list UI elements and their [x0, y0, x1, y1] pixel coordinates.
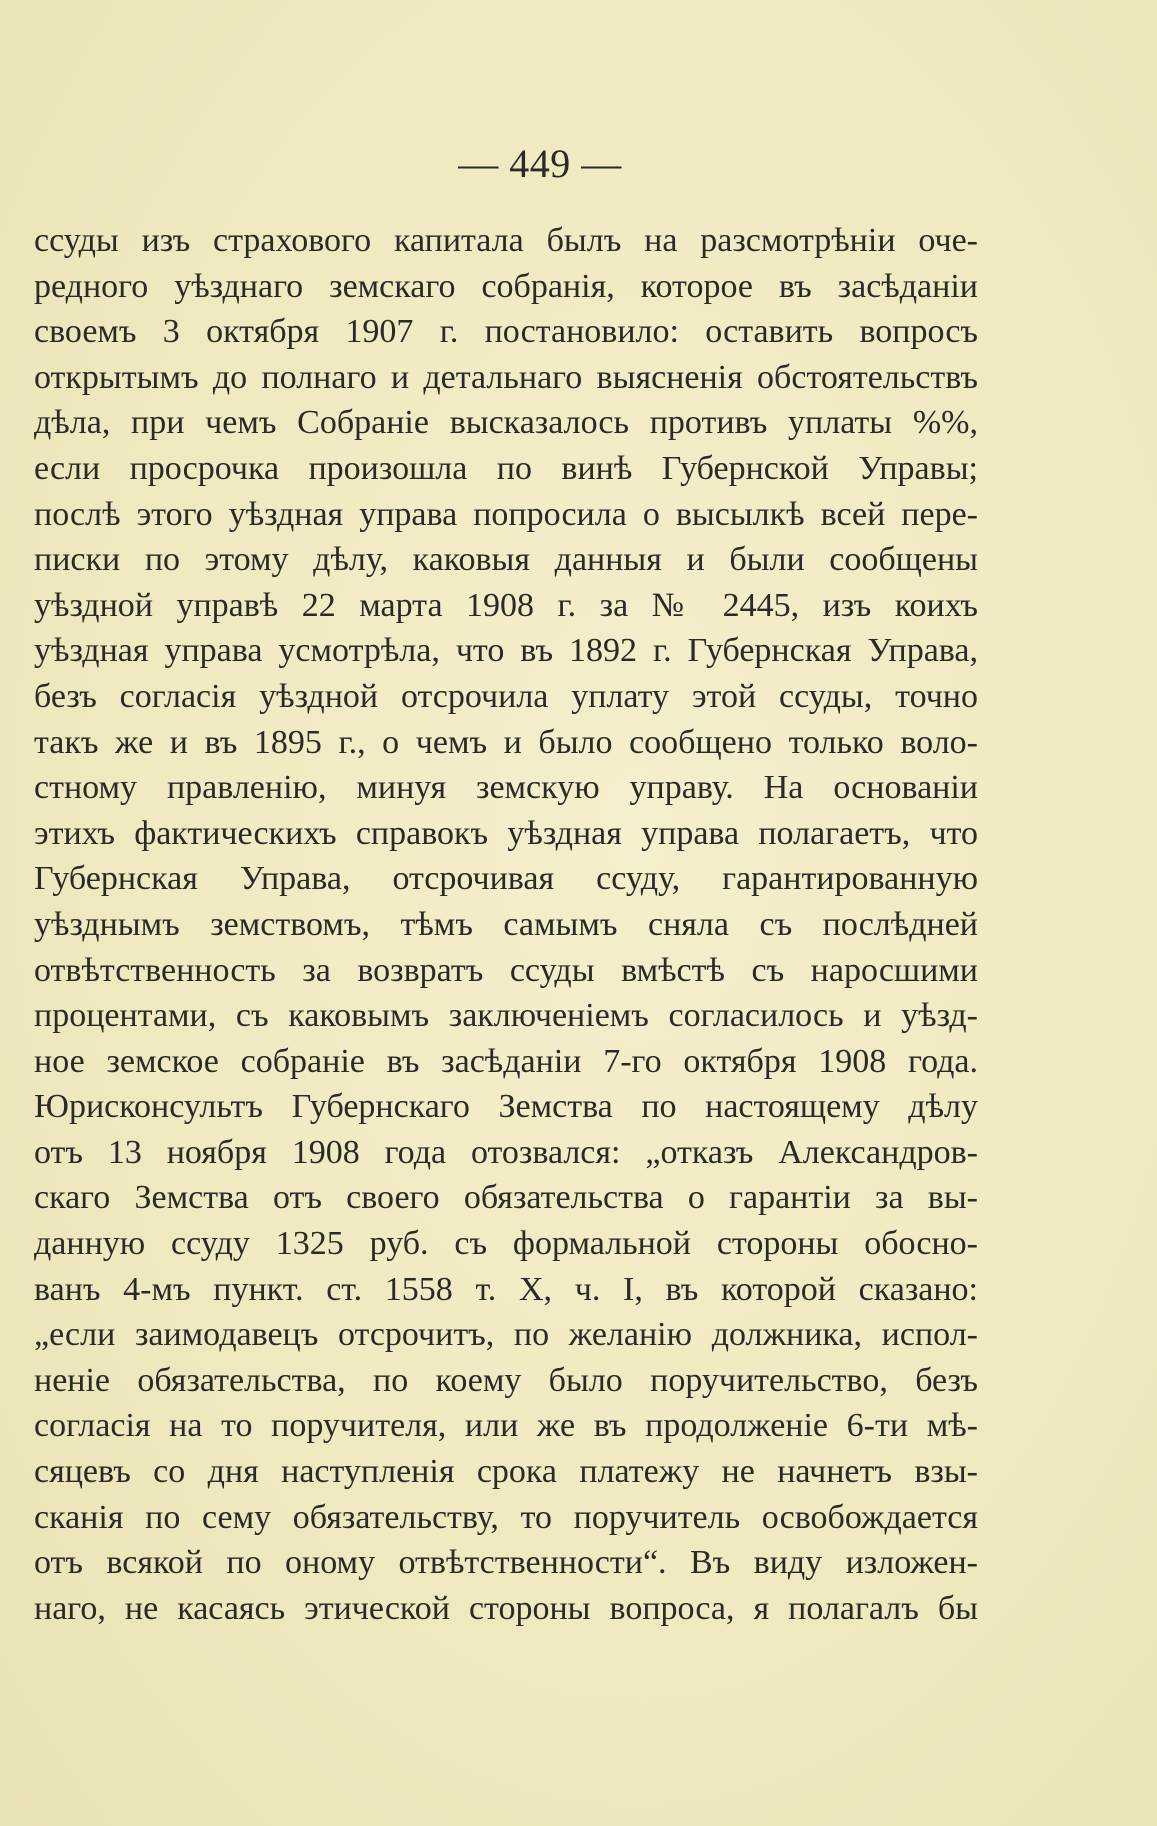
text-line: своемъ 3 октября 1907 г. постановило: оставить вопросъ [34, 313, 978, 351]
text-line: если просрочка произошла по винѣ Губернской Управы; [34, 449, 978, 487]
text-line: ванъ 4-мъ пункт. ст. 1558 т. X, ч. I, въ которой сказано: [34, 1270, 978, 1308]
text-line: отвѣтственность за возвратъ ссуды вмѣстѣ съ наросшими [34, 951, 978, 989]
text-line: скаго Земства отъ своего обязательства о гарантіи за вы- [34, 1179, 978, 1217]
text-line: Юрисконсультъ Губернскаго Земства по настоящему дѣлу [34, 1088, 978, 1126]
text-line: безъ согласія уѣздной отсрочила уплату этой ссуды, точно [34, 677, 978, 715]
text-line: послѣ этого уѣздная управа попросила о высылкѣ всей пере- [34, 495, 978, 533]
text-line: такъ же и въ 1895 г., о чемъ и было сообщено только воло- [34, 723, 978, 761]
text-line: процентами, съ каковымъ заключеніемъ согласилось и уѣзд- [34, 997, 978, 1035]
text-line: неніе обязательства, по коему было поручительство, безъ [34, 1361, 978, 1399]
text-line: ссуды изъ страхового капитала былъ на разсмотрѣніи оче- [34, 222, 978, 259]
text-line: стному правленію, минуя земскую управу. На основаніи [34, 769, 978, 807]
text-line: сканія по сему обязательству, то поручитель освобождается [34, 1498, 978, 1536]
body-text [34, 218, 978, 1631]
text-line: писки по этому дѣлу, каковыя данныя и были сообщены [34, 541, 978, 579]
text-line: ное земское собраніе въ засѣданіи 7-го октября 1908 года. [34, 1042, 978, 1080]
page-number: — 449 — [458, 141, 622, 186]
text-line: данную ссуду 1325 руб. съ формальной стороны обосно- [34, 1225, 978, 1263]
text-line: этихъ фактическихъ справокъ уѣздная управа полагаетъ, что [34, 814, 978, 852]
text-line: „если заимодавецъ отсрочитъ, по желанію должника, испол- [34, 1316, 978, 1354]
text-line: наго, не касаясь этической стороны вопроса, я полагалъ бы [34, 1589, 978, 1627]
text-line: сяцевъ со дня наступленія срока платежу не начнетъ взы- [34, 1453, 978, 1491]
text-line: уѣзднымъ земствомъ, тѣмъ самымъ сняла съ послѣдней [34, 905, 978, 943]
text-line: дѣла, при чемъ Собраніе высказалось противъ уплаты %%, [34, 404, 978, 442]
text-line: согласія на то поручителя, или же въ продолженіе 6-ти мѣ- [34, 1407, 978, 1445]
text-line: отъ всякой по оному отвѣтственности“. Въ виду изложен- [34, 1544, 978, 1582]
text-line: Губернская Управа, отсрочивая ссуду, гарантированную [34, 860, 978, 898]
text-line: открытымъ до полнаго и детальнаго выясненія обстоятельствъ [34, 358, 978, 396]
text-line: уѣздной управѣ 22 марта 1908 г. за № 2445, изъ коихъ [34, 586, 978, 624]
text-line: уѣздная управа усмотрѣла, что въ 1892 г. Губернская Управа, [34, 632, 978, 670]
text-line: редного уѣзднаго земскаго собранія, которое въ засѣданіи [34, 267, 978, 305]
text-line: отъ 13 ноября 1908 года отозвался: „отказъ Александров- [34, 1133, 978, 1171]
